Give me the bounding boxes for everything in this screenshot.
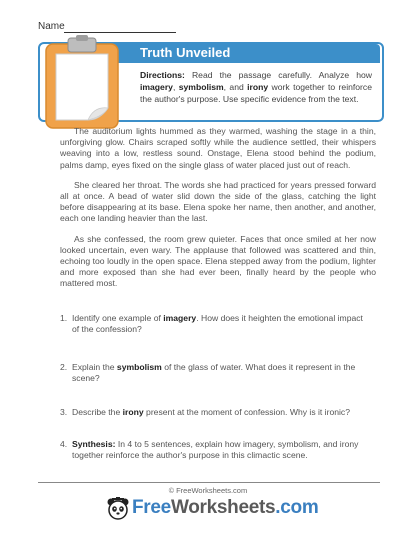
directions-imagery: imagery — [140, 82, 173, 92]
question-text — [72, 407, 372, 418]
question-keyword: Synthesis: — [72, 439, 116, 449]
footer-url[interactable] — [0, 486, 416, 495]
question-text-post: present at the moment of confession. Why is it ironic? — [143, 407, 350, 417]
worksheet-title: Truth Unveiled — [140, 45, 231, 60]
footer-logo[interactable] — [106, 497, 319, 521]
copyright-symbol: © — [168, 488, 174, 495]
directions-irony: irony — [247, 82, 269, 92]
question-number: 2. — [60, 362, 68, 372]
directions-label: Directions: — [140, 70, 185, 80]
footer-divider — [38, 482, 380, 483]
question-text-post: In 4 to 5 sentences, explain how imagery, symbolism, and irony together reinforce the author's purpose in this climactic scene. — [72, 439, 359, 461]
directions — [140, 69, 372, 105]
logo-part-free: Free — [132, 497, 171, 518]
directions-symbolism: symbolism — [178, 82, 224, 92]
passage-paragraph: She cleared her throat. The words she had practiced for years pressed forward all at once. A bead of water slid down the side of the glass, catching the light before disappearing at its base. Elena spoke her name, then another, and another, each one landing heavier than the last. — [60, 179, 376, 224]
passage-paragraph: As she confessed, the room grew quieter. Faces that once smiled at her now looked uncertain, even wary. The applause that followed was scattered and thin, echoing too loudly in the open space. Elena stepped away from the podium, lighter and more exposed than she had ever been, finally heard by the people who mattered most. — [60, 233, 376, 289]
reading-passage — [60, 126, 376, 299]
directions-sep-2: , and — [223, 82, 248, 92]
logo-part-worksheets: Worksheets — [170, 497, 276, 518]
question-text — [72, 313, 372, 335]
passage-paragraph: The auditorium lights hummed as they warmed, washing the stage in a thin, unforgiving glow. Chairs scraped softly while the audience settled, their whispers weaving into a low, restless sound. Onstage, Elena stood behind the podium, palms damp, eyes fixed on the single glass of water placed just out of reach. — [60, 126, 376, 170]
name-label: Name — [38, 21, 65, 32]
question-keyword: irony — [122, 407, 144, 417]
logo-part-com: .com — [275, 497, 319, 518]
question-text-pre: Describe the — [72, 407, 123, 417]
question-number: 3. — [60, 407, 68, 417]
logo-wordmark — [132, 497, 318, 519]
question-text-pre: Explain the — [72, 362, 117, 372]
question-text-pre: Identify one example of — [72, 313, 164, 323]
clipboard-icon — [42, 34, 126, 134]
question-number: 4. — [60, 439, 68, 449]
question-number: 1. — [60, 313, 68, 323]
footer-url-text: FreeWorksheets.com — [176, 486, 248, 495]
title-bar — [90, 44, 380, 63]
directions-sep-1: , — [172, 82, 179, 92]
directions-text-2: work together to reinforce the author's purpose. Use specific evidence from the text. — [140, 82, 372, 104]
question-keyword: imagery — [163, 313, 197, 323]
question-text — [72, 362, 372, 384]
question-text-post: . How does it heighten the emotional impact of the confession? — [72, 313, 363, 335]
question-text — [72, 439, 372, 461]
directions-text-1: Read the passage carefully. Analyze how — [184, 70, 372, 80]
question-text-post: of the glass of water. What does it represent in the scene? — [72, 362, 356, 384]
panda-icon — [106, 497, 130, 521]
name-field-line[interactable] — [64, 32, 176, 33]
question-keyword: symbolism — [116, 362, 162, 372]
